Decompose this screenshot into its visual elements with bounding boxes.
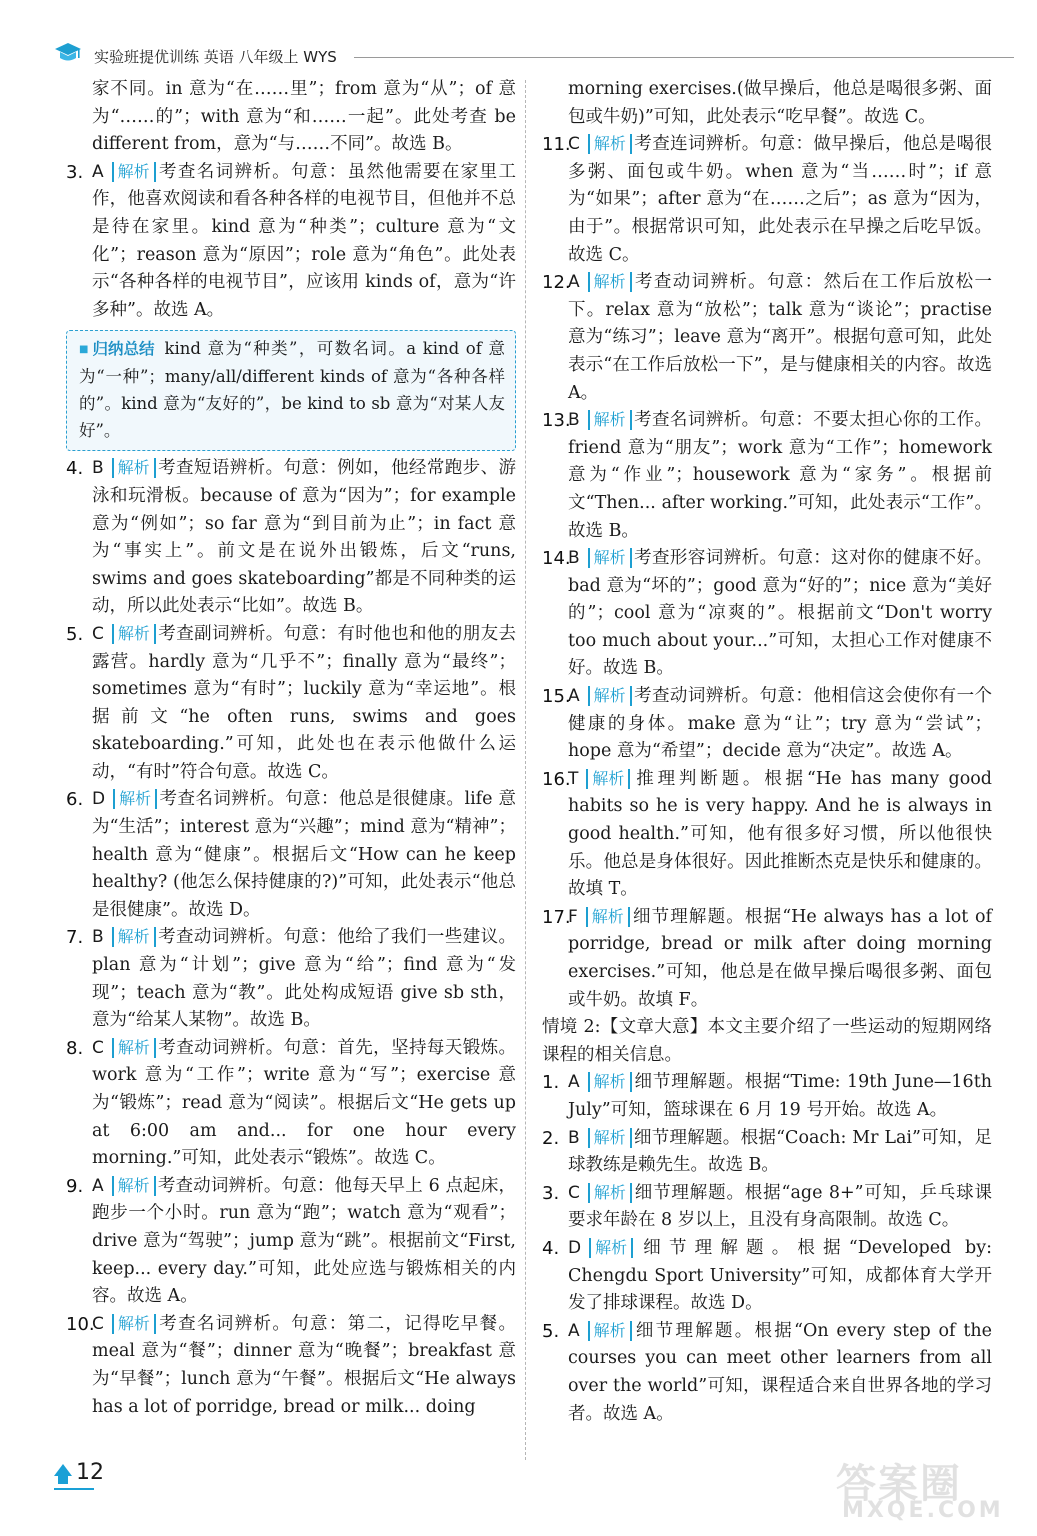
answer-letter: C [568,134,580,155]
answer-item [542,1235,992,1318]
analysis-tag: 解析 [112,1314,156,1334]
header-rule [354,57,1014,58]
answer-letter: B [568,1127,580,1148]
analysis-tag: 解析 [588,1183,632,1203]
question-number: 6. [66,789,84,811]
answer-item [542,1069,992,1124]
answer-letter: D [92,789,106,810]
explanation-text: 考查短语辨析。句意：例如，他经常跑步、游泳和玩滑板。because of 意为“因为”；for example 意为“例如”；so far 意为“到目前为止”；in fact 意为“事实上”。前文是在说外出锻炼，后文“runs, swims and goes skateboarding”都是不同种类的运动，所以此处表示“比如”。故选 B。 [92,458,516,617]
analysis-tag: 解析 [586,907,630,927]
page-number: 12 [76,1460,104,1485]
answer-item [66,924,516,1034]
answer-letter: D [568,1237,582,1258]
answer-letter: A [568,686,580,707]
answer-item [66,455,516,621]
answer-item [542,131,992,269]
answer-letter: A [92,1175,104,1196]
question-number: 2. [542,1127,560,1149]
analysis-tag: 解析 [588,686,632,706]
answer-item [66,1311,516,1421]
answer-item [66,621,516,787]
answer-item [66,159,516,325]
question-number: 5. [66,623,84,645]
analysis-tag: 解析 [112,624,156,644]
explanation-text: 推理判断题。根据“He has many good habits so he is very happy. And he is always in good health.”可知，他有很多好习惯，所以他很快乐。他总是身体很好。因此推断杰克是快乐和健康的。故填 T。 [568,768,992,900]
question-number: 17. [542,906,571,928]
page-number-badge [54,1460,114,1490]
explanation-text: 考查名词辨析。句意：他总是很健康。life 意为“生活”；interest 意为“兴趣”；mind 意为“精神”；health 意为“健康”。根据后文“How can he keep healthy? (他怎么保持健康的?)”可知，此处表示“他总是很健康”。故选 D。 [92,789,516,920]
answer-letter: B [92,458,104,479]
analysis-tag: 解析 [588,272,632,292]
question-number: 15. [542,686,571,708]
arrow-up-icon [54,1464,72,1476]
answer-letter: B [568,410,580,431]
answer-letter: A [568,1072,580,1093]
explanation-text: 考查动词辨析。句意：他相信这会使你有一个健康的身体。make 意为“让”；try 意为“尝试”；hope 意为“希望”；decide 意为“决定”。故选 A。 [568,686,992,762]
question-number: 5. [542,1320,560,1342]
explanation-text: 家不同。in 意为“在……里”；from 意为“从”；of 意为“……的”；with 意为“和……一起”。此处考查 be different from，意为“与……不同”。故选 B。 [92,79,516,155]
graduation-cap-icon [54,40,82,66]
answer-letter: C [92,623,104,644]
explanation-text: 考查动词辨析。句意：他给了我们一些建议。plan 意为“计划”；give 意为“给”；find 意为“发现”；teach 意为“教”。此处构成短语 give sb sth，意为“给某人某物”。故选 B。 [92,927,516,1031]
answer-letter: F [568,906,578,927]
analysis-tag: 解析 [112,1176,156,1196]
explanation-text: morning exercises.(做早操后，他总是喝很多粥、面包或牛奶)”可知，此处表示“吃早餐”。故选 C。 [568,79,992,127]
column-divider [525,80,526,1460]
watermark-logo [836,1452,1004,1523]
answer-item [66,1035,516,1173]
question-number: 14. [542,548,571,570]
explanation-text: 考查形容词辨析。句意：这对你的健康不好。bad 意为“坏的”；good 意为“好的”；nice 意为“美好的”；cool 意为“凉爽的”。根据前文“Don't worry too much about your...”可知，太担心工作对健康不好。故选 B。 [568,548,992,679]
answer-letter: T [568,768,579,789]
answer-item [66,786,516,924]
question-number: 4. [542,1237,560,1259]
question-number: 10. [66,1313,95,1335]
explanation-text: 细节理解题。根据“Time: 19th June—16th July”可知，篮球课在 6 月 19 号开始。故选 A。 [568,1072,992,1120]
answer-item [542,1318,992,1428]
analysis-tag: 解析 [588,1072,632,1092]
answer-item [542,1125,992,1180]
explanation-text: 考查动词辨析。句意：首先，坚持每天锻炼。work 意为“工作”；write 意为“写”；exercise 意为“锻炼”；read 意为“阅读”。根据后文“He gets up at 6:00 am and... for one hour every morning.”可知，此处表示“锻炼”。故选 C。 [92,1037,516,1169]
analysis-tag: 解析 [112,458,156,478]
answer-letter: C [92,1037,104,1058]
answer-letter: A [568,1320,580,1341]
answer-letter: B [568,548,580,569]
context-2-summary: 情境 2:【文章大意】本文主要介绍了一些运动的短期网络课程的相关信息。 [542,1017,992,1065]
explanation-text: 考查动词辨析。句意：然后在工作后放松一下。relax 意为“放松”；talk 意为“谈论”；practise 意为“练习”；leave 意为“离开”。根据句意可知，此处表示“在工作后放松一下”，是与健康相关的内容。故选 A。 [568,272,992,403]
answer-item [542,269,992,407]
explanation-text: 考查名词辨析。句意：虽然他需要在家里工作，他喜欢阅读和看各种各样的电视节目，但他并不总是待在家里。kind 意为“种类”；culture 意为“文化”；reason 意为“原因”；role 意为“角色”。此处表示“各种各样的电视节目”，应该用 kinds of，意为“许多种”。故选 A。 [92,161,516,320]
book-title: 实验班提优训练 英语 八年级上 WYS [94,48,337,66]
question-number: 12. [542,272,571,294]
explanation-text: 细节理解题。根据“He always has a lot of porridge, bread or milk after doing morning exercises.”可知，他总是在做早操后喝很多粥、面包或牛奶。故填 F。 [568,906,992,1010]
left-column [66,76,516,1421]
answer-letter: A [568,272,580,293]
analysis-tag: 解析 [112,162,156,182]
answer-item [542,766,992,904]
explanation-text: 考查连词辨析。句意：做早操后，他总是喝很多粥、面包或牛奶。when 意为“当……时”；if 意为“如果”；after 意为“在……之后”；as 意为“因为，由于”。根据常识可知，此处表示在早操之后吃早饭。故选 C。 [568,134,992,265]
explanation-text: 考查动词辨析。句意：他每天早上 6 点起床，跑步一个小时。run 意为“跑”；watch 意为“观看”；drive 意为“驾驶”；jump 意为“跳”。根据前文“First, keep... every day.”可知，此处应选与锻炼相关的内容。故选 A。 [92,1175,516,1307]
answer-item [542,407,992,545]
analysis-tag: 解析 [112,927,156,947]
analysis-tag: 解析 [588,1128,632,1148]
answer-letter: C [568,1182,580,1203]
answer-letter: A [92,161,104,182]
question-number: 8. [66,1037,84,1059]
analysis-tag: 解析 [588,410,632,430]
explanation-text: 细节理解题。根据“On every step of the courses you can meet other learners from all over the world”可知，课程适合来自世界各地的学习者。故选 A。 [568,1320,992,1424]
answer-item [542,1180,992,1235]
analysis-tag: 解析 [588,134,632,154]
summary-title: ■ 归纳总结 [79,336,154,363]
summary-box [66,330,516,451]
analysis-tag: 解析 [586,769,630,789]
question-number: 3. [66,161,84,183]
summary-text: kind 意为“种类”，可数名词。a kind of 意为“一种”；many/all/different kinds of 意为“各种各样的”。kind 意为“友好的”，be kind to sb 意为“对某人友好”。 [79,339,505,441]
answer-item [542,545,992,683]
analysis-tag: 解析 [113,789,157,809]
answer-item-2-continued [66,76,516,159]
page-header [54,40,1014,70]
explanation-text: 考查名词辨析。句意：不要太担心你的工作。friend 意为“朋友”；work 意为“工作”；homework 意为“作业”；housework 意为“家务”。根据前文“Then... after working.”可知，此处表示“工作”。故选 B。 [568,410,992,541]
analysis-tag: 解析 [588,548,632,568]
right-column [542,76,992,1428]
explanation-text: 考查名词辨析。句意：第二，记得吃早餐。meal 意为“餐”；dinner 意为“晚餐”；breakfast 意为“早餐”；lunch 意为“午餐”。根据后文“He always has a lot of porridge, bread or milk... doing [92,1313,516,1417]
explanation-text: 细节理解题。根据“age 8+”可知，乒乓球课要求年龄在 8 岁以上，且没有身高限制。故选 C。 [568,1182,992,1231]
explanation-text: 细节理解题。根据“Coach: Mr Lai”可知，足球教练是赖先生。故选 B。 [568,1127,992,1176]
question-number: 13. [542,410,571,432]
analysis-tag: 解析 [588,1321,632,1341]
answer-item [542,683,992,766]
answer-item [542,904,992,1014]
question-number: 7. [66,927,84,949]
analysis-tag: 解析 [112,1038,156,1058]
answer-item [66,1173,516,1311]
answer-letter: C [92,1313,104,1334]
answer-item-10-continued [542,76,992,131]
explanation-text: 细节理解题。根据“Developed by: Chengdu Sport University”可知，成都体育大学开发了排球课程。故选 D。 [568,1237,992,1314]
watermark-text: 答案圈 [836,1461,962,1507]
question-number: 9. [66,1175,84,1197]
question-number: 16. [542,768,571,790]
question-number: 1. [542,1072,560,1094]
analysis-tag: 解析 [589,1238,633,1258]
explanation-text: 考查副词辨析。句意：有时他也和他的朋友去露营。hardly 意为“几乎不”；finally 意为“最终”；sometimes 意为“有时”；luckily 意为“幸运地”。根据前文“he often runs, swims and goes skateboarding.”可知，此处也在表示他做什么运动，“有时”符合句意。故选 C。 [92,623,516,782]
question-number: 4. [66,458,84,480]
watermark-url: MXQE.COM [842,1498,1004,1523]
question-number: 11. [542,134,571,156]
answer-letter: B [92,927,104,948]
question-number: 3. [542,1182,560,1204]
